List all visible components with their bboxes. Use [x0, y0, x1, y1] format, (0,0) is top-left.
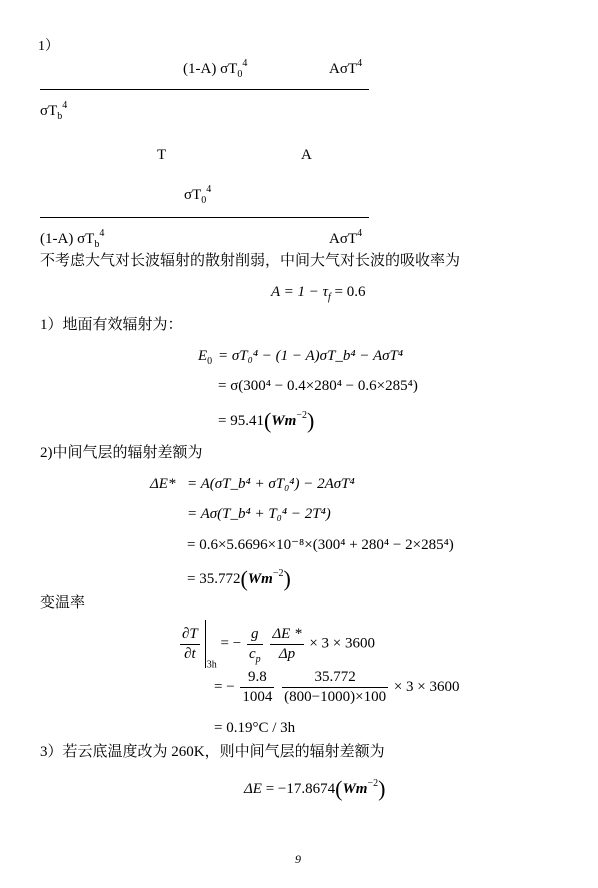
q2-heading: 2)中间气层的辐射差额为 — [40, 445, 203, 461]
intro-text: 不考虑大气对长波辐射的散射削弱，中间大气对长波的吸收率为 — [40, 253, 461, 269]
eq1-lhs: $E_0$ — [198, 348, 213, 367]
dE-dp-fraction: $\frac{\Delta E *}{\Delta p}$ — [272, 625, 302, 662]
flux-label-bottom-right: AσT$^4$ — [329, 228, 363, 247]
flux-label-left: $\sigma T_b^4$ — [40, 100, 68, 122]
eq4: $\Delta E = -17.8674(Wm^{-2})$ — [244, 776, 386, 801]
flux-label-top-left: (1-A) $\sigma T_0^4$ — [183, 58, 248, 80]
page-number: 9 — [295, 852, 301, 866]
eq2-line1: = A(σT_b⁴ + σT₀⁴) − 2AσT⁴ — [187, 476, 355, 492]
cloud-base-line — [40, 89, 369, 90]
eq2-line2: = Aσ(T_b⁴ + T₀⁴ − 2T⁴) — [187, 506, 331, 522]
eq1-line3: = $95.41(Wm^{-2})$ — [218, 408, 315, 433]
q3-heading: 3）若云底温度改为 260K，则中间气层的辐射差额为 — [40, 744, 385, 760]
eq3-line2: = − $\frac{9.8}{1004}$ $\frac{35.772}{(800-1000)\times 100}$ × 3 × 3600 — [214, 669, 460, 705]
dT-dt-fraction: $\frac{\partial T}{\partial t}$ — [182, 625, 198, 662]
flux-label-middle: $\sigma T_0^4$ — [184, 184, 212, 206]
flux-label-bottom-left: (1-A) $\sigma T_b^4$ — [40, 228, 105, 250]
layer-temperature-label: T — [157, 147, 167, 163]
absorption-equation: $A = 1 - \tau_f = 0.6$ — [271, 284, 366, 303]
dE-value-fraction: $\frac{35.772}{(800-1000)\times 100}$ — [284, 669, 387, 705]
item-label: 1） — [38, 39, 59, 54]
flux-label-top-right: AσT$^4$ — [329, 58, 363, 77]
eq2-line3: = 0.6×5.6696×10⁻⁸×(300⁴ + 280⁴ − 2×285⁴) — [187, 537, 454, 553]
eq2-line4: = $35.772(Wm^{-2})$ — [187, 566, 291, 591]
eq1-line1: = σT₀⁴ − (1 − A)σT_b⁴ − AσT⁴ — [218, 348, 404, 364]
g-value-fraction: $\frac{9.8}{1004}$ — [242, 669, 273, 705]
eq2-lhs: ΔE* — [150, 476, 176, 492]
g-cp-fraction: $\frac{g}{c_p}$ — [248, 625, 261, 665]
q1-heading: 1）地面有效辐射为： — [40, 317, 183, 333]
eq3-line3: = 0.19°C / 3h — [214, 720, 296, 736]
eq3-line1: $\frac{\partial T}{\partial t}$ $_{3h}$ = − $\frac{g}{c_p}$ $\frac{\Delta E *}{\Delta p}$ × 3 × 3600 — [178, 620, 375, 668]
eq1-line2: = σ(300⁴ − 0.4×280⁴ − 0.6×285⁴) — [218, 378, 418, 394]
lapse-heading: 变温率 — [40, 595, 86, 611]
layer-absorptivity-label: A — [301, 147, 312, 163]
ground-line — [40, 217, 369, 218]
